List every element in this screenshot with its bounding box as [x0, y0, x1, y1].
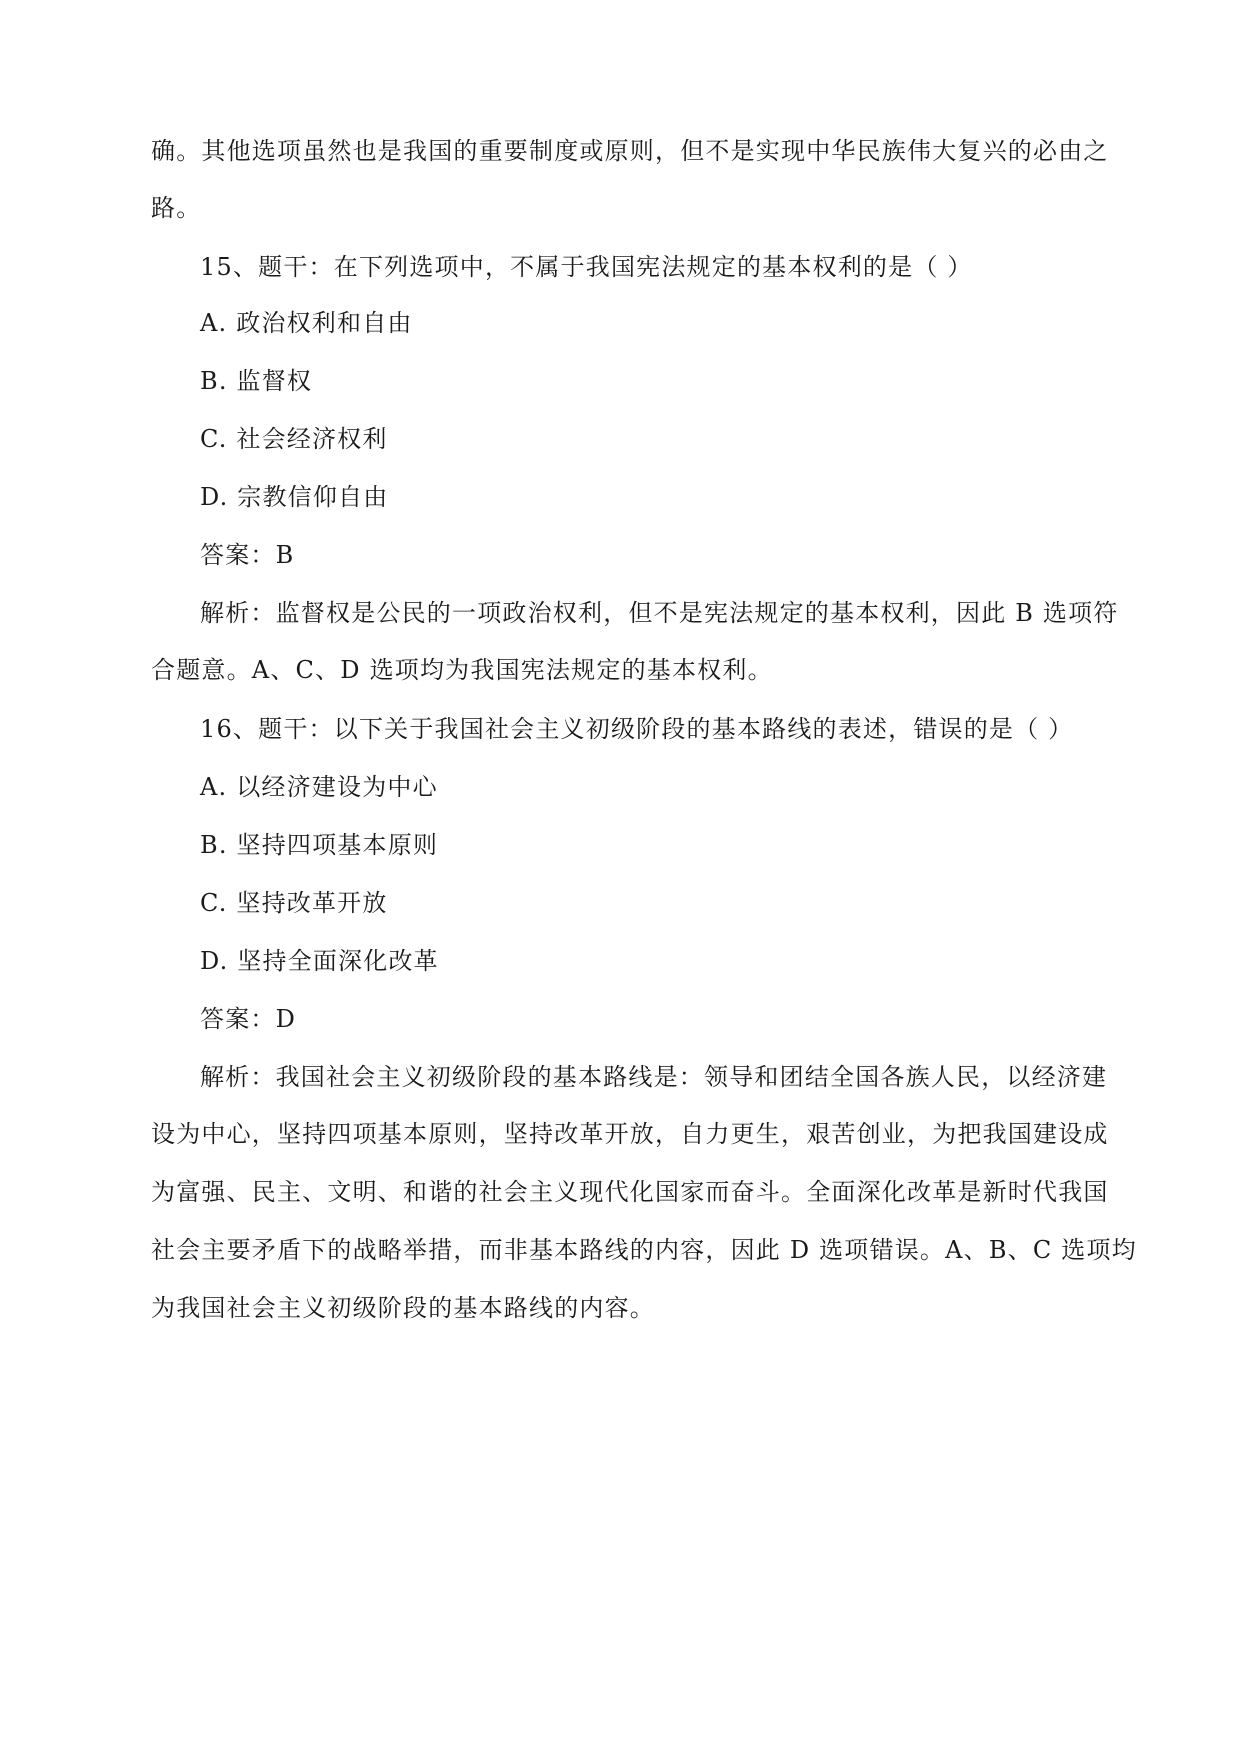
question-16-stem: 16、题干：以下关于我国社会主义初级阶段的基本路线的表述，错误的是（ ） [200, 715, 1074, 743]
question-16-option-c: C. 坚持改革开放 [200, 889, 388, 917]
question-16-analysis-line-2: 设为中心，坚持四项基本原则，坚持改革开放，自力更生，艰苦创业，为把我国建设成 [151, 1120, 1109, 1148]
question-16-analysis-line-1: 解析：我国社会主义初级阶段的基本路线是：领导和团结全国各族人民，以经济建 [200, 1063, 1108, 1091]
question-15-option-b: B. 监督权 [200, 367, 313, 395]
question-16-answer: 答案：D [200, 1005, 297, 1033]
prev-analysis-line-1: 确。其他选项虽然也是我国的重要制度或原则，但不是实现中华民族伟大复兴的必由之 [151, 137, 1109, 165]
question-15-analysis-line-1: 解析：监督权是公民的一项政治权利，但不是宪法规定的基本权利，因此 B 选项符 [200, 599, 1119, 627]
question-16-analysis-line-5: 为我国社会主义初级阶段的基本路线的内容。 [151, 1294, 655, 1322]
question-16-analysis-line-3: 为富强、民主、文明、和谐的社会主义现代化国家而奋斗。全面深化改革是新时代我国 [151, 1178, 1109, 1206]
question-16-option-b: B. 坚持四项基本原则 [200, 831, 439, 859]
prev-analysis-line-2: 路。 [151, 194, 202, 222]
question-15-answer: 答案：B [200, 541, 295, 569]
question-15-option-d: D. 宗教信仰自由 [200, 483, 389, 511]
question-15-stem: 15、题干：在下列选项中，不属于我国宪法规定的基本权利的是（ ） [200, 253, 973, 281]
question-16-analysis-line-4: 社会主要矛盾下的战略举措，而非基本路线的内容，因此 D 选项错误。A、B、C 选项均 [151, 1236, 1137, 1264]
question-15-option-c: C. 社会经济权利 [200, 425, 388, 453]
question-16-option-a: A. 以经济建设为中心 [200, 773, 438, 801]
question-16-option-d: D. 坚持全面深化改革 [200, 947, 439, 975]
question-15-option-a: A. 政治权利和自由 [200, 309, 413, 337]
question-15-analysis-line-2: 合题意。A、C、D 选项均为我国宪法规定的基本权利。 [151, 656, 773, 684]
